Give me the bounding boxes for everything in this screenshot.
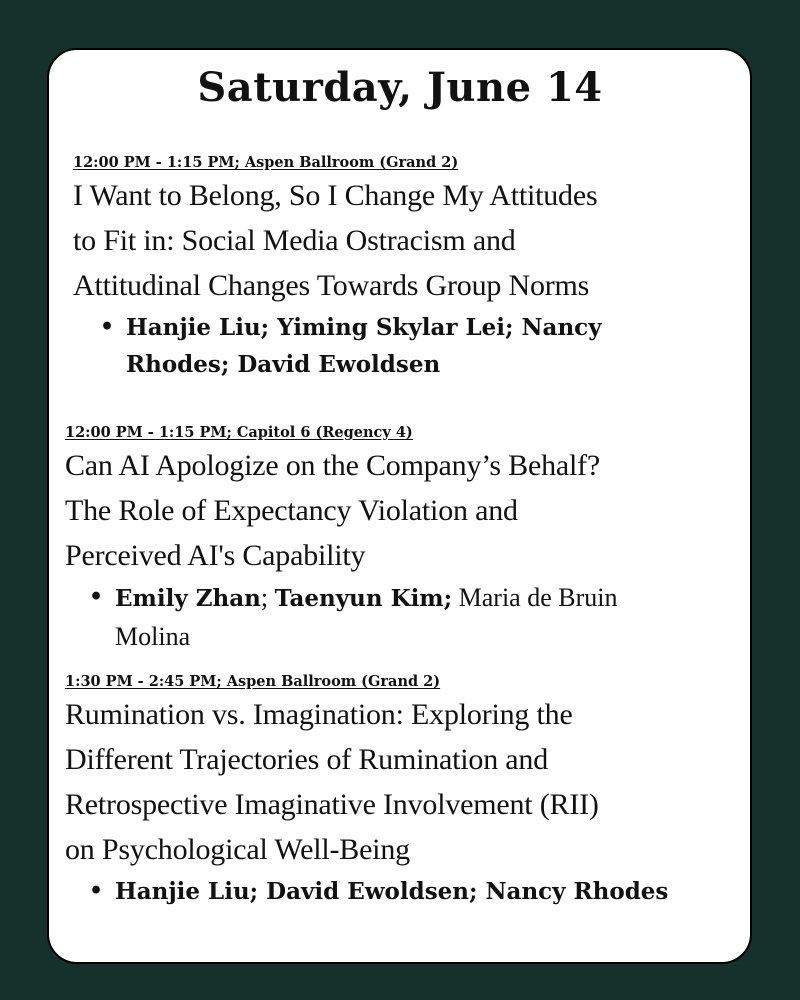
- title-line: on Psychological Well-Being: [65, 833, 410, 866]
- session-time: 1:30 PM - 2:45 PM; Aspen Ballroom (Grand 2): [65, 673, 441, 690]
- page-title: Saturday, June 14: [197, 64, 603, 111]
- session-authors: [89, 579, 715, 655]
- session-authors: [89, 873, 735, 910]
- author-separator: ;: [260, 583, 275, 612]
- title-line: Different Trajectories of Rumination and: [65, 743, 549, 776]
- session-title: [73, 173, 713, 308]
- session-title: [65, 443, 715, 578]
- title-line: The Role of Expectancy Violation and: [65, 494, 518, 527]
- title-line: I Want to Belong, So I Change My Attitudes: [73, 179, 598, 212]
- session-time: 12:00 PM - 1:15 PM; Aspen Ballroom (Grand 2): [73, 154, 459, 171]
- author-taenyun-kim: Taenyun Kim;: [274, 585, 453, 612]
- bullet-icon: •: [89, 878, 104, 904]
- session-authors: [100, 309, 713, 383]
- author-maria-de-bruin: Maria de Bruin: [452, 583, 618, 612]
- title-line: Perceived AI's Capability: [65, 539, 366, 572]
- title-line: to Fit in: Social Media Ostracism and: [73, 224, 516, 257]
- session-title: [65, 692, 735, 872]
- bullet-icon: •: [100, 314, 115, 340]
- title-line: Retrospective Imaginative Involvement (RII): [65, 788, 599, 821]
- author-line: Molina: [115, 622, 191, 651]
- author-emily-zhan: Emily Zhan: [115, 585, 261, 612]
- title-line: Attitudinal Changes Towards Group Norms: [73, 269, 590, 302]
- author-line: Hanjie Liu; Yiming Skylar Lei; Nancy: [126, 314, 602, 341]
- author-line: Hanjie Liu; David Ewoldsen; Nancy Rhodes: [115, 878, 669, 905]
- session-time: 12:00 PM - 1:15 PM; Capitol 6 (Regency 4): [65, 424, 413, 441]
- author-line: Rhodes; David Ewoldsen: [126, 351, 441, 378]
- title-line: Rumination vs. Imagination: Exploring the: [65, 698, 573, 731]
- bullet-icon: •: [89, 584, 104, 610]
- title-line: Can AI Apologize on the Company’s Behalf?: [65, 449, 601, 482]
